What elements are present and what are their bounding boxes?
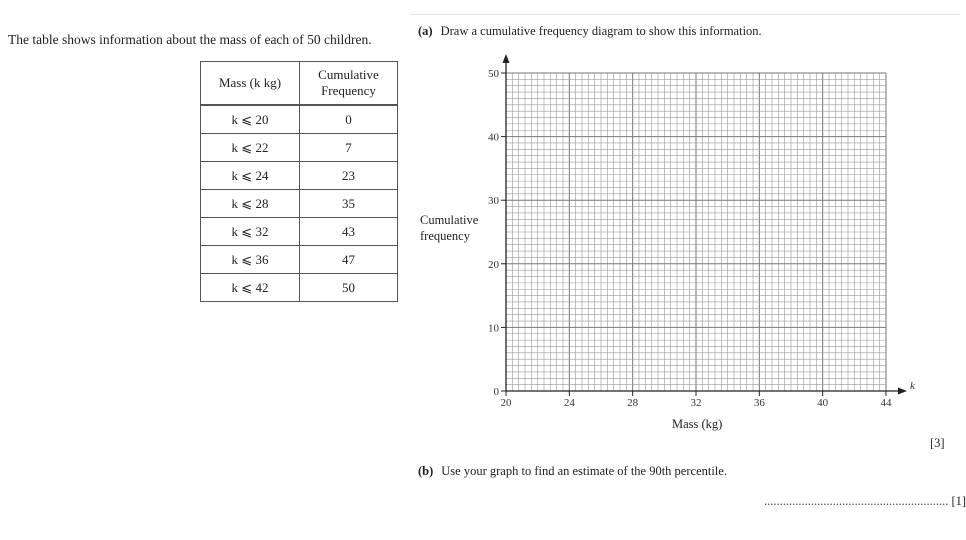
part-a-text: Draw a cumulative frequency diagram to show this information. [440, 24, 762, 38]
part-b-question [418, 464, 727, 479]
frequency-cell: 0 [300, 105, 398, 134]
x-axis-symbol: k [910, 380, 915, 392]
mass-cell: k ⩽ 20 [201, 105, 300, 134]
y-axis-label-line2: frequency [420, 229, 470, 243]
intro-text: The table shows information about the mass of each of 50 children. [8, 32, 372, 47]
mass-cell: k ⩽ 36 [201, 246, 300, 274]
x-tick-label: 24 [563, 397, 575, 409]
frequency-cell: 43 [300, 218, 398, 246]
part-b-text: Use your graph to find an estimate of the 90th percentile. [441, 464, 727, 478]
frequency-cell: 7 [300, 134, 398, 162]
y-tick-label: 0 [493, 386, 499, 398]
frequency-cell: 47 [300, 246, 398, 274]
marks-part-a: [3] [930, 436, 945, 450]
mass-cell: k ⩽ 42 [201, 274, 300, 302]
y-tick-label: 40 [488, 131, 499, 144]
x-tick-label: 36 [753, 397, 765, 409]
y-tick-label: 10 [488, 322, 499, 335]
y-axis-arrow-icon [503, 54, 510, 63]
y-axis-label-line1: Cumulative [420, 213, 479, 227]
mass-cell: k ⩽ 32 [201, 218, 300, 246]
y-tick-label: 30 [488, 195, 499, 208]
x-axis-label: Mass (kg) [672, 417, 723, 431]
x-tick-label: 32 [690, 397, 702, 409]
header-frequency-line1: Cumulative [318, 67, 379, 82]
y-tick-label: 50 [488, 68, 499, 80]
x-axis-arrow-icon [898, 388, 907, 395]
mass-cell: k ⩽ 28 [201, 190, 300, 218]
answer-dots: ........................................................... [764, 494, 949, 508]
y-tick-label: 20 [488, 258, 499, 271]
frequency-cell: 50 [300, 274, 398, 302]
header-mass-label: Mass (k kg) [218, 75, 282, 90]
part-a-label: (a) [418, 24, 433, 38]
x-tick-label: 44 [880, 397, 892, 409]
marks-part-b: [1] [951, 494, 966, 508]
frequency-cell: 35 [300, 190, 398, 218]
mass-cell: k ⩽ 22 [201, 134, 300, 162]
header-frequency-line2: Frequency [321, 83, 376, 98]
part-b-label: (b) [418, 464, 434, 478]
x-tick-label: 40 [817, 397, 829, 409]
x-tick-label: 20 [500, 397, 512, 409]
mass-cell: k ⩽ 24 [201, 162, 300, 190]
x-tick-label: 28 [627, 397, 639, 409]
frequency-cell: 23 [300, 162, 398, 190]
answer-line-part-b[interactable] [764, 494, 966, 509]
